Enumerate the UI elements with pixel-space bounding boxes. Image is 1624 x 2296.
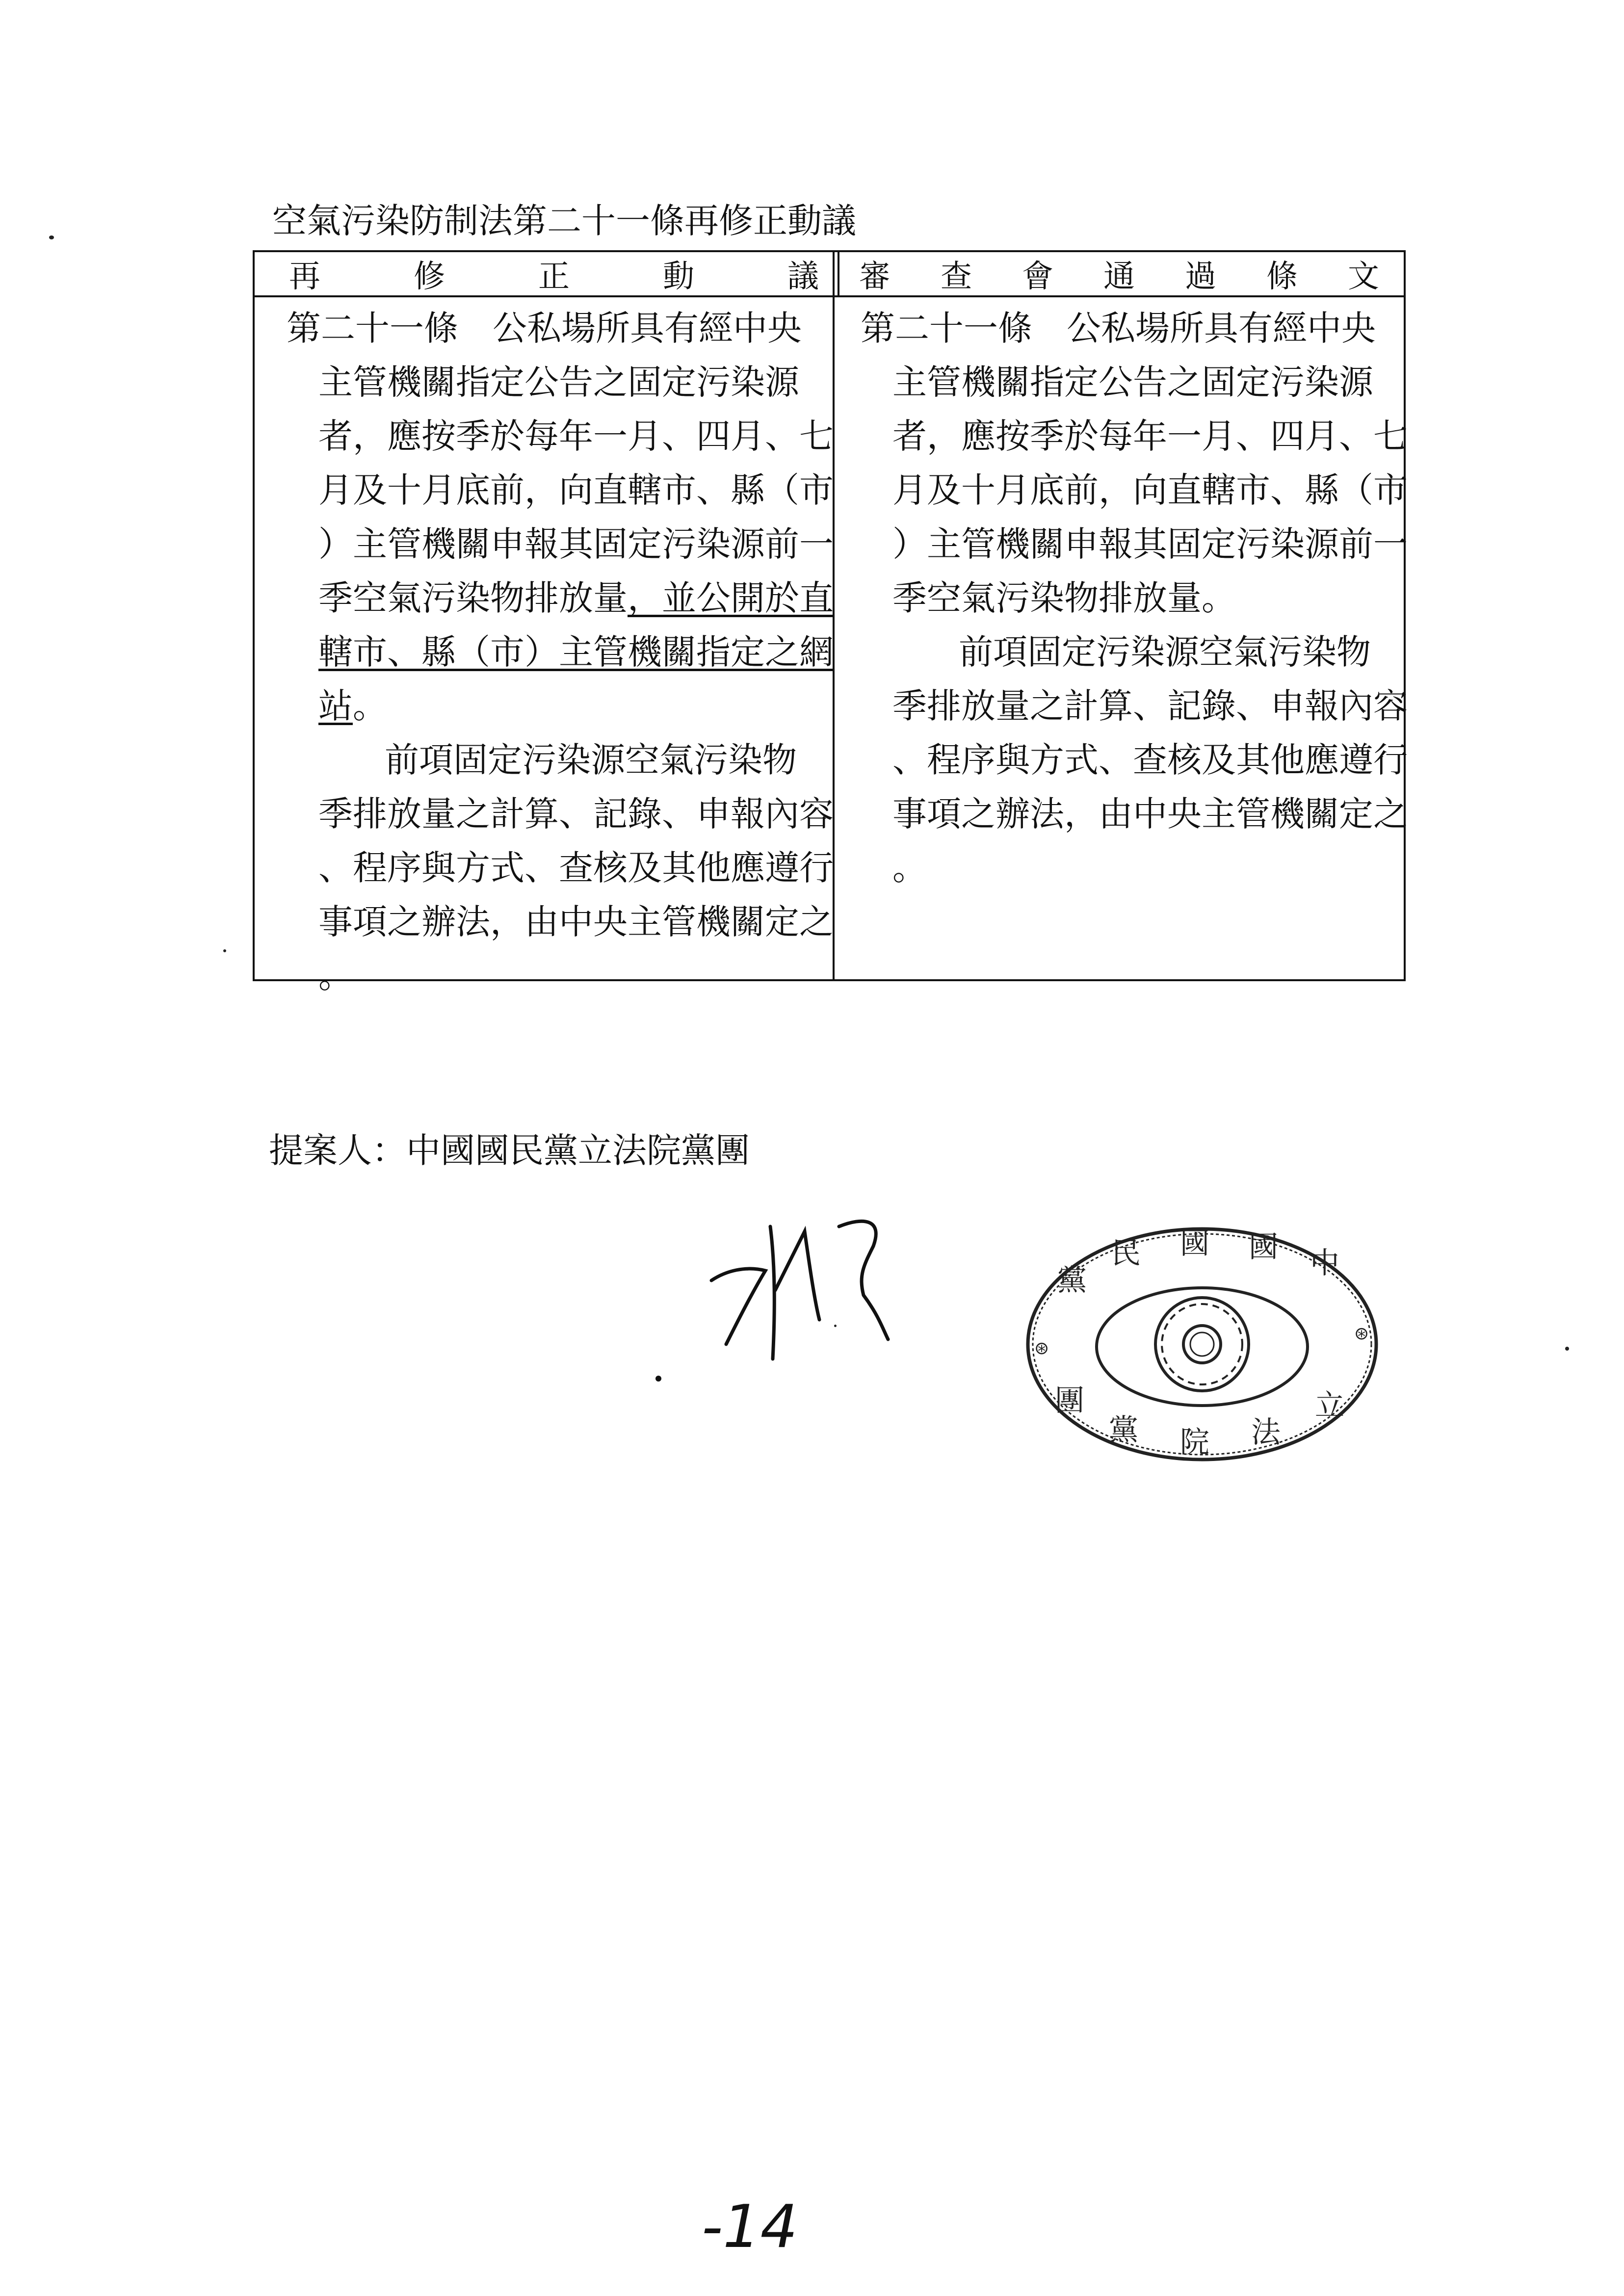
seal-char: 中	[1310, 1246, 1339, 1280]
header-right-char: 通	[1103, 259, 1135, 295]
header-left-char: 動	[663, 259, 694, 295]
amended-text-underlined: 轄市、縣（市）主管機關指定之網	[318, 632, 834, 672]
seal-char: 黨	[1057, 1263, 1087, 1298]
scan-speck	[1565, 1347, 1569, 1351]
scan-speck	[834, 1325, 837, 1327]
seal-char: 法	[1251, 1415, 1281, 1450]
header-right-char: 過	[1185, 259, 1216, 295]
text-line: 主管機關指定公告之固定污染源	[892, 362, 1373, 402]
text-line: 主管機關指定公告之固定污染源	[318, 362, 799, 402]
text-line: 前項固定污染源空氣污染物	[959, 632, 1371, 672]
seal-char: 團	[1055, 1383, 1084, 1418]
text-line	[287, 625, 834, 679]
text-segment: 季空氣污染物排放量	[318, 578, 628, 618]
committee-text-column	[861, 301, 1408, 895]
header-right-char: 審	[859, 259, 891, 295]
seal-char: 立	[1315, 1388, 1344, 1423]
text-line: 者，應按季於每年一月、四月、七	[318, 416, 834, 456]
text-line: 者，應按季於每年一月、四月、七	[892, 416, 1408, 456]
text-line: 。	[892, 848, 927, 888]
comparison-table	[253, 250, 1408, 996]
text-line: 季排放量之計算、記錄、申報內容	[892, 686, 1408, 726]
header-left-char: 再	[289, 259, 320, 295]
party-caucus-seal	[1021, 1222, 1384, 1469]
header-left-char: 正	[538, 259, 570, 295]
handwritten-page-number	[697, 2188, 854, 2269]
text-line: 、程序與方式、查核及其他應遵行	[318, 848, 834, 888]
text-line: ）主管機關申報其固定污染源前一	[318, 524, 834, 564]
header-right-char: 文	[1348, 259, 1379, 295]
amended-text-underlined: 站	[318, 686, 353, 726]
seal-char: 國	[1180, 1226, 1209, 1261]
page-number-text: -14	[702, 2193, 798, 2261]
text-line: 季空氣污染物排放量。	[892, 578, 1236, 618]
proposer-line: 提案人：中國國民黨立法院黨團	[269, 1130, 750, 1171]
seal-char: 黨	[1109, 1413, 1138, 1447]
seal-char: 民	[1111, 1236, 1141, 1271]
header-right-char: 條	[1266, 259, 1298, 295]
document-title: 空氣污染防制法第二十一條再修正動議	[272, 201, 856, 241]
text-line: 第二十一條 公私場所具有經中央	[287, 308, 802, 348]
scan-speck	[223, 949, 226, 952]
header-right-cell	[859, 252, 1379, 295]
page-number-glyphs	[697, 2188, 854, 2267]
text-line: 、程序與方式、查核及其他應遵行	[892, 740, 1408, 780]
text-line: 事項之辦法，由中央主管機關定之	[318, 902, 834, 942]
header-right-char: 查	[941, 259, 972, 295]
text-line: 。	[318, 956, 353, 996]
text-line: 前項固定污染源空氣污染物	[385, 740, 797, 780]
text-line: 月及十月底前，向直轄市、縣（市	[318, 470, 834, 510]
svg-text:⊛: ⊛	[1354, 1324, 1369, 1344]
header-left-char: 修	[414, 259, 445, 295]
seal-char: 院	[1180, 1425, 1209, 1460]
motion-text-column	[287, 301, 834, 1003]
text-line	[287, 571, 834, 625]
table-header-row	[255, 252, 1404, 297]
header-left-char: 議	[787, 259, 819, 295]
text-segment: 。	[353, 686, 387, 726]
scan-speck	[49, 235, 54, 239]
handwritten-signature	[653, 1197, 957, 1405]
text-line: 第二十一條 公私場所具有經中央	[861, 308, 1376, 348]
text-line: 季排放量之計算、記錄、申報內容	[318, 794, 834, 834]
header-divider-double	[838, 252, 839, 295]
svg-text:⊛: ⊛	[1034, 1338, 1049, 1358]
text-line: 事項之辦法，由中央主管機關定之	[892, 794, 1408, 834]
text-line	[287, 679, 824, 733]
header-left-cell	[289, 252, 819, 295]
seal-char: 國	[1249, 1230, 1278, 1264]
text-line: ）主管機關申報其固定污染源前一	[892, 524, 1408, 564]
amended-text-underlined: ，並公開於直	[628, 578, 834, 618]
text-line: 月及十月底前，向直轄市、縣（市	[892, 470, 1408, 510]
header-right-char: 會	[1022, 259, 1053, 295]
